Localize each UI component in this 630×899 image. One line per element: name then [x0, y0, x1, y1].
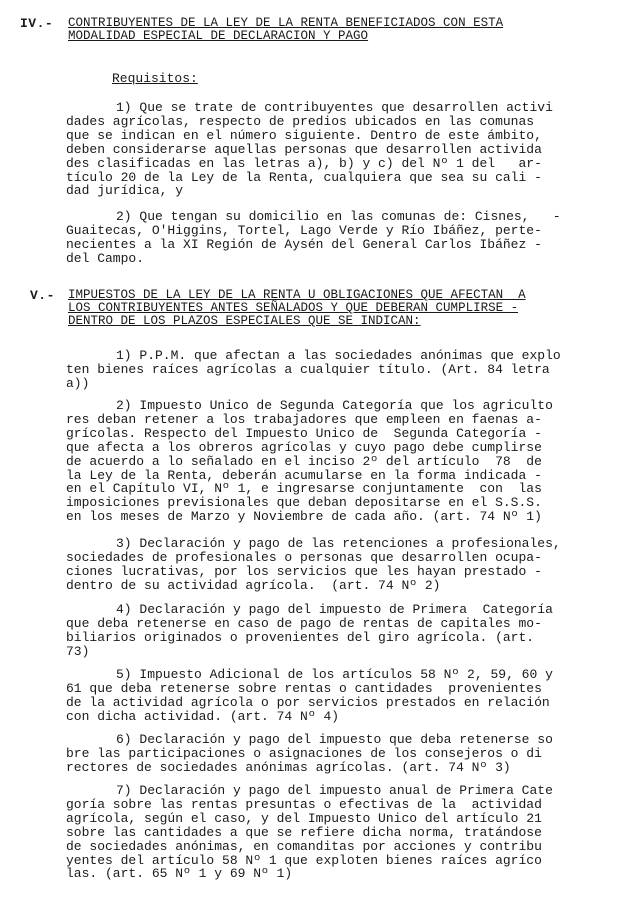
text-line: des clasificadas en las letras a), b) y c) del Nº 1 del ar-: [66, 155, 542, 171]
text-line: a)): [66, 375, 90, 391]
text-line: que deba retenerse en caso de pago de rentas de capitales mo-: [66, 615, 542, 631]
iv-item-1: [66, 101, 622, 198]
text-line: grícolas. Respecto del Impuesto Unico de Segunda Categoría -: [66, 425, 542, 441]
text-line: la Ley de la Renta, deberán acumularse en la forma indicada -: [66, 467, 542, 483]
text-line: con dicha actividad. (art. 74 Nº 4): [66, 708, 340, 724]
text-line: 1) P.P.M. que afectan a las sociedades anónimas que explo: [116, 348, 561, 363]
text-line: en los meses de Marzo y Noviembre de cada año. (art. 74 Nº 1): [66, 509, 542, 525]
v-item-2: [66, 399, 622, 524]
text-line: dentro de su actividad agrícola. (art. 74 Nº 2): [66, 577, 441, 593]
v-item-4: [66, 603, 622, 659]
text-line: dades agrícolas, respecto de predios ubicados en las comunas: [66, 113, 535, 129]
text-line: Guaitecas, O'Higgins, Tortel, Lago Verde y Río Ibáñez, perte-: [66, 222, 542, 238]
v-item-5: [66, 668, 622, 724]
text-line: en el Capítulo VI, Nº 1, e ingresarse conjuntamente con las: [66, 481, 542, 497]
text-line: que afecta a los obreros agrícolas y cuyo pago debe cumplirse: [66, 439, 542, 455]
section-v-heading: [68, 289, 588, 328]
iv-item-2: [66, 210, 622, 266]
text-line: ciones lucrativas, por los servicios que les hayan prestado -: [66, 563, 542, 579]
v-item-7: [66, 784, 622, 881]
text-line: sociedades de profesionales o personas que desarrollen ocupa-: [66, 549, 542, 565]
text-line: que se indican en el número siguiente. Dentro de este ámbito,: [66, 127, 542, 143]
text-line: 2) Que tengan su domicilio en las comunas de: Cisnes, -: [116, 209, 561, 224]
text-line: 7) Declaración y pago del impuesto anual de Primera Cate: [116, 783, 553, 798]
v-item-3: [66, 537, 622, 593]
text-line: necientes a la XI Región de Aysén del General Carlos Ibáñez -: [66, 236, 542, 252]
text-line: dad jurídica, y: [66, 183, 184, 199]
heading-line: DENTRO DE LOS PLAZOS ESPECIALES QUE SE INDICAN:: [68, 314, 421, 328]
text-line: ten bienes raíces agrícolas a cualquier título. (Art. 84 letra: [66, 361, 550, 377]
text-line: deben considerarse aquellas personas que desarrollen activida: [66, 141, 542, 157]
text-line: 2) Impuesto Unico de Segunda Categoría que los agriculto: [116, 398, 553, 413]
v-item-1: [66, 349, 622, 391]
v-item-6: [66, 733, 622, 775]
section-v-number: V.-: [30, 288, 55, 303]
heading-line: CONTRIBUYENTES DE LA LEY DE LA RENTA BENEFICIADOS CON ESTA: [68, 16, 504, 30]
heading-line: LOS CONTRIBUYENTES ANTES SEÑALADOS Y QUE DEBERAN CUMPLIRSE -: [68, 301, 519, 315]
text-line: de la actividad agrícola o por servicios prestados en relación: [66, 694, 550, 710]
text-line: sobre las cantidades a que se refiere dicha norma, tratándose: [66, 824, 542, 840]
text-line: yentes del artículo 58 Nº 1 que exploten bienes raíces agríco: [66, 852, 542, 868]
text-line: imposiciones previsionales que deban depositarse en el S.S.S.: [66, 495, 542, 511]
text-line: 5) Impuesto Adicional de los artículos 58 Nº 2, 59, 60 y: [116, 667, 553, 682]
text-line: 3) Declaración y pago de las retenciones a profesionales,: [116, 536, 561, 551]
text-line: agrícola, según el caso, y del Impuesto Unico del artículo 21: [66, 810, 542, 826]
text-line: 6) Declaración y pago del impuesto que deba retenerse so: [116, 732, 553, 747]
text-line: tículo 20 de la Ley de la Renta, cualquiera que sea su cali -: [66, 169, 542, 185]
text-line: bre las participaciones o asignaciones de los consejeros o di: [66, 745, 542, 761]
section-iv-heading: [68, 17, 588, 43]
section-iv-number: IV.-: [20, 16, 54, 31]
text-line: 4) Declaración y pago del impuesto de Primera Categoría: [116, 602, 553, 617]
requisitos-subheading: Requisitos:: [112, 71, 198, 86]
text-line: las. (art. 65 Nº 1 y 69 Nº 1): [66, 866, 293, 882]
text-line: 61 que deba retenerse sobre rentas o cantidades provenientes: [66, 680, 542, 696]
text-line: de sociedades anónimas, en comanditas por acciones y contribu: [66, 838, 542, 854]
text-line: 1) Que se trate de contribuyentes que desarrollen activi: [116, 100, 553, 115]
text-line: de acuerdo a lo señalado en el inciso 2º del artículo 78 de: [66, 453, 542, 469]
text-line: 73): [66, 643, 90, 659]
heading-line: MODALIDAD ESPECIAL DE DECLARACION Y PAGO: [68, 29, 369, 43]
text-line: biliarios originados o provenientes del giro agrícola. (art.: [66, 629, 535, 645]
text-line: rectores de sociedades anónimas agrícolas. (art. 74 Nº 3): [66, 759, 511, 775]
text-line: del Campo.: [66, 250, 145, 266]
text-line: res deban retener a los trabajadores que empleen en faenas a-: [66, 411, 542, 427]
heading-line: IMPUESTOS DE LA LEY DE LA RENTA U OBLIGACIONES QUE AFECTAN A: [68, 288, 526, 302]
text-line: goría sobre las rentas presuntas o efectivas de la actividad: [66, 796, 542, 812]
